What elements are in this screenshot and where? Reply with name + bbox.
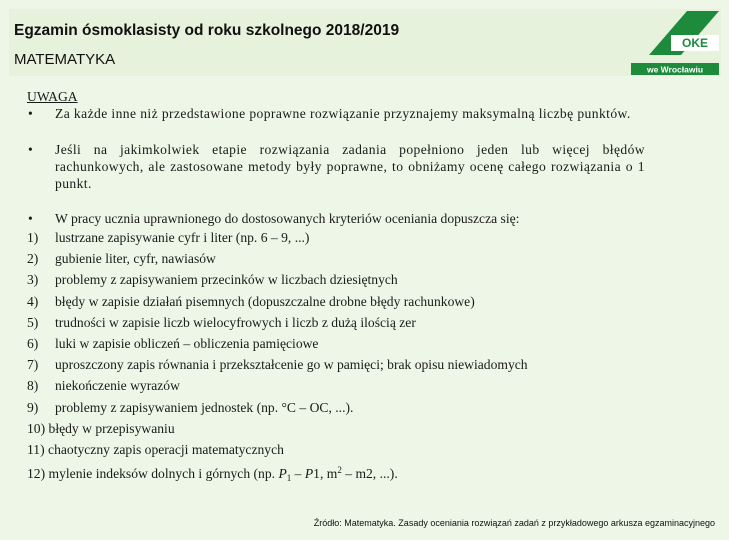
special-intro xyxy=(27,210,645,227)
notice-bullet-text: Za każde inne niż przedstawione poprawne rozwiązanie przyznajemy maksymalną liczbę punktów. xyxy=(55,106,631,121)
list-item: 5) trudności w zapisie liczb wielocyfrowych i liczb z dużą ilością zer xyxy=(27,314,416,330)
list-item: 11) chaotyczny zapis operacji matematycznych xyxy=(27,441,284,457)
notice-heading: UWAGA xyxy=(27,89,78,104)
special-intro-text: W pracy ucznia uprawnionego do dostosowanych kryteriów oceniania dopuszcza się: xyxy=(55,211,520,226)
exam-title: Egzamin ósmoklasisty od roku szkolnego 2018/2019 xyxy=(14,22,400,39)
accommodation-list xyxy=(27,227,645,484)
list-item: 3) problemy z zapisywaniem przecinków w liczbach dziesiętnych xyxy=(27,272,398,288)
oke-logo xyxy=(629,9,721,76)
logo-caption-text: we Wrocławiu xyxy=(646,64,704,75)
list-item: 8) niekończenie wyrazów xyxy=(27,378,180,394)
header-banner xyxy=(9,9,721,76)
notice-bullet-2 xyxy=(27,141,645,192)
notice-bullet-1 xyxy=(27,105,645,122)
bullet-icon: • xyxy=(28,106,34,121)
logo-oke-text: OKE xyxy=(681,36,709,50)
list-item: 12) mylenie indeksów dolnych i górnych (np. $P_1 - P1$, $m^2 - m2$, ...). xyxy=(27,465,398,484)
bullet-icon: • xyxy=(28,211,33,226)
list-item: 7) uproszczony zapis równania i przekształcenie go w pamięci; brak opisu niewiadomych xyxy=(27,357,528,373)
scoring-rules xyxy=(27,88,645,484)
subject-title: MATEMATYKA xyxy=(14,51,116,68)
notice-bullet-text: Jeśli na jakimkolwiek etapie rozwiązania zadania popełniono jeden lub więcej błędów rachunkowych, ale zastosowane metody były poprawne, to obniżamy ocenę całego rozwiązania o 1 punkt. xyxy=(55,142,645,191)
list-item: 10) błędy w przepisywaniu xyxy=(27,420,175,436)
list-item: 1) lustrzane zapisywanie cyfr i liter (np. 6 – 9, ...) xyxy=(27,230,310,245)
list-item: 9) problemy z zapisywaniem jednostek (np. °C – OC, ...). xyxy=(27,399,354,415)
list-item: 6) luki w zapisie obliczeń – obliczenia pamięciowe xyxy=(27,335,319,351)
list-item: 2) gubienie liter, cyfr, nawiasów xyxy=(27,251,216,267)
list-item: 4) błędy w zapisie działań pisemnych (dopuszczalne drobne błędy rachunkowe) xyxy=(27,293,475,309)
source-citation: Źródło: Matematyka. Zasady oceniania rozwiązań zadań z przykładowego arkusza egzaminacyjnego xyxy=(313,518,715,528)
bullet-icon: • xyxy=(28,142,34,157)
